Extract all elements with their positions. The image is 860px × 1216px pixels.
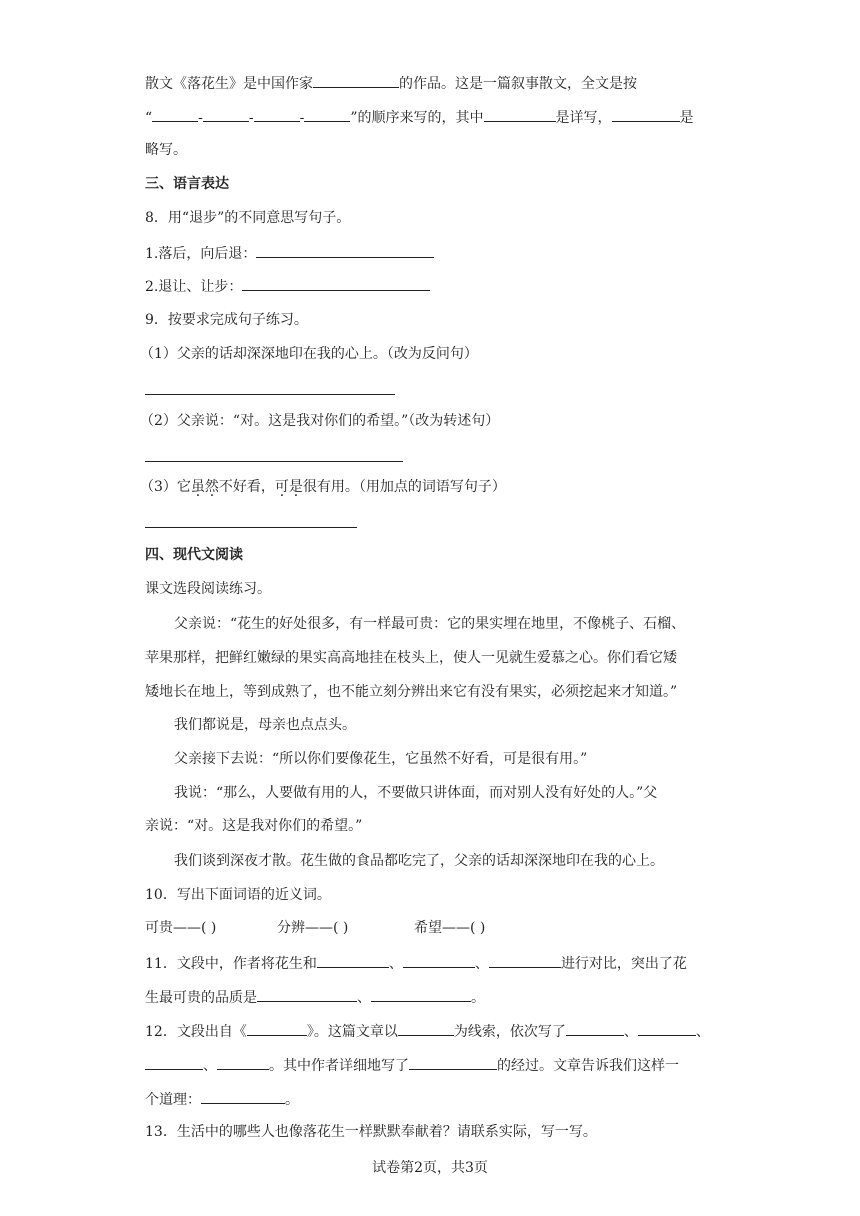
answer-blank-12-3[interactable]	[566, 1021, 624, 1036]
emphasis-char: 是	[288, 479, 303, 495]
question-12-line-3	[145, 1089, 299, 1110]
text: 。	[471, 990, 485, 1006]
text: 。其中作者详细地写了	[269, 1058, 409, 1074]
answer-blank-11-2[interactable]	[403, 953, 475, 968]
answer-blank-order-1[interactable]	[152, 107, 198, 122]
text: 是	[679, 110, 694, 126]
emphasis-char: 可	[274, 479, 289, 495]
text: 》。这篇文章以	[306, 1024, 398, 1040]
passage-line: 亲说：“对。这是我对你们的希望。”	[145, 818, 363, 834]
question-11-line-1	[145, 953, 687, 974]
question-10: 10．写出下面词语的近义词。	[145, 887, 331, 903]
intro-line-1	[145, 73, 637, 94]
answer-blank-detailed[interactable]	[484, 107, 556, 122]
passage-line: 父亲说：“花生的好处很多，有一样最可贵：它的果实埋在地里，不像桃子、石榴、	[174, 616, 686, 632]
section-4-subtitle: 课文选段阅读练习。	[145, 581, 271, 597]
text: -	[198, 110, 203, 126]
question-12-line-1	[145, 1021, 710, 1042]
question-9-1: （1）父亲的话却深深地印在我的心上。（改为反问句）	[140, 346, 478, 362]
text: 、	[388, 956, 403, 972]
answer-blank-12-1[interactable]	[247, 1021, 307, 1036]
question-13: 13．生活中的哪些人也像落花生一样默默奉献着？请联系实际，写一写。	[145, 1124, 597, 1140]
text: 11．文段中，作者将花生和	[145, 956, 317, 972]
passage-line: 我们谈到深夜才散。花生做的食品都吃完了，父亲的话却深深地印在我的心上。	[174, 853, 664, 869]
answer-blank-order-4[interactable]	[304, 107, 350, 122]
section-title-4: 四、现代文阅读	[145, 547, 243, 563]
question-11-line-2	[145, 987, 485, 1008]
answer-blank-12-5[interactable]	[145, 1055, 203, 1070]
text: 。	[285, 1092, 299, 1108]
text: 是详写，	[555, 110, 612, 126]
text: 不好看，	[218, 479, 275, 495]
answer-blank-8-1[interactable]	[256, 243, 434, 258]
answer-blank-12-6[interactable]	[217, 1055, 269, 1070]
answer-line-9-2[interactable]	[145, 461, 403, 462]
answer-blank-11-5[interactable]	[371, 987, 471, 1002]
text: “	[145, 110, 153, 126]
answer-line-9-1[interactable]	[145, 394, 395, 395]
question-9-2: （2）父亲说：“对。这是我对你们的希望。”（改为转述句）	[140, 413, 500, 429]
question-8-1	[145, 243, 434, 264]
intro-line-3: 略写。	[145, 142, 187, 158]
intro-line-2	[145, 107, 694, 128]
answer-blank-11-1[interactable]	[317, 953, 389, 968]
answer-line-9-3[interactable]	[145, 527, 357, 528]
answer-blank-brief[interactable]	[612, 107, 680, 122]
question-9: 9．按要求完成句子练习。	[145, 312, 308, 328]
text: 、	[623, 1024, 638, 1040]
text: 个道理：	[145, 1092, 201, 1108]
text: 、	[695, 1024, 710, 1040]
text: 1.落后，向后退：	[145, 246, 257, 262]
question-9-3	[140, 477, 506, 497]
synonym-1[interactable]: 可贵——( )	[145, 920, 217, 936]
question-12-line-2	[145, 1055, 679, 1076]
question-8-2	[145, 276, 430, 297]
answer-blank-8-2[interactable]	[242, 276, 430, 291]
answer-blank-11-3[interactable]	[489, 953, 561, 968]
text: -	[299, 110, 305, 126]
answer-blank-order-2[interactable]	[203, 107, 249, 122]
text: 、	[357, 990, 371, 1006]
text: 进行对比，突出了花	[560, 956, 687, 972]
synonym-3[interactable]: 希望——( )	[414, 920, 486, 936]
text: 的经过。文章告诉我们这样一	[497, 1058, 679, 1074]
text: 12．文段出自《	[145, 1024, 247, 1040]
passage-line: 父亲接下去说：“所以你们要像花生，它虽然不好看，可是很有用。”	[174, 751, 588, 767]
passage-line: 我说：“那么，人要做有用的人，不要做只讲体面，而对别人没有好处的人。”父	[174, 785, 658, 801]
text: 的作品。这是一篇叙事散文，全文是按	[399, 76, 637, 92]
answer-blank-order-3[interactable]	[254, 107, 300, 122]
emphasis-char: 然	[204, 479, 219, 495]
text: 、	[203, 1058, 217, 1074]
answer-blank-12-7[interactable]	[409, 1055, 497, 1070]
answer-blank-author[interactable]	[313, 73, 399, 88]
synonym-2[interactable]: 分辨——( )	[277, 920, 349, 936]
answer-blank-12-4[interactable]	[638, 1021, 696, 1036]
answer-blank-12-2[interactable]	[398, 1021, 454, 1036]
section-title-3: 三、语言表达	[145, 176, 229, 192]
passage-line: 矮地长在地上，等到成熟了，也不能立刻分辨出来它有没有果实，必须挖起来才知道。”	[145, 684, 678, 700]
emphasis-char: 虽	[190, 479, 205, 495]
text: （3）它	[140, 479, 191, 495]
text: 生最可贵的品质是	[145, 990, 257, 1006]
answer-blank-11-4[interactable]	[257, 987, 357, 1002]
text: 散文《落花生》是中国作家	[145, 76, 313, 92]
passage-line: 苹果那样，把鲜红嫩绿的果实高高地挂在枝头上，使人一见就生爱慕之心。你们看它矮	[145, 650, 677, 666]
passage-line: 我们都说是，母亲也点点头。	[174, 717, 356, 733]
question-8: 8．用“退步”的不同意思写句子。	[145, 210, 351, 226]
text: ”的顺序来写的，其中	[350, 110, 484, 126]
text: 2.退让、让步：	[145, 279, 243, 295]
text: 很有用。（用加点的词语写句子）	[302, 479, 506, 495]
text: 为线索，依次写了	[453, 1024, 566, 1040]
answer-blank-12-8[interactable]	[201, 1089, 285, 1104]
page-footer: 试卷第2页，共3页	[372, 1160, 488, 1176]
text: -	[248, 110, 254, 126]
text: 、	[474, 956, 489, 972]
